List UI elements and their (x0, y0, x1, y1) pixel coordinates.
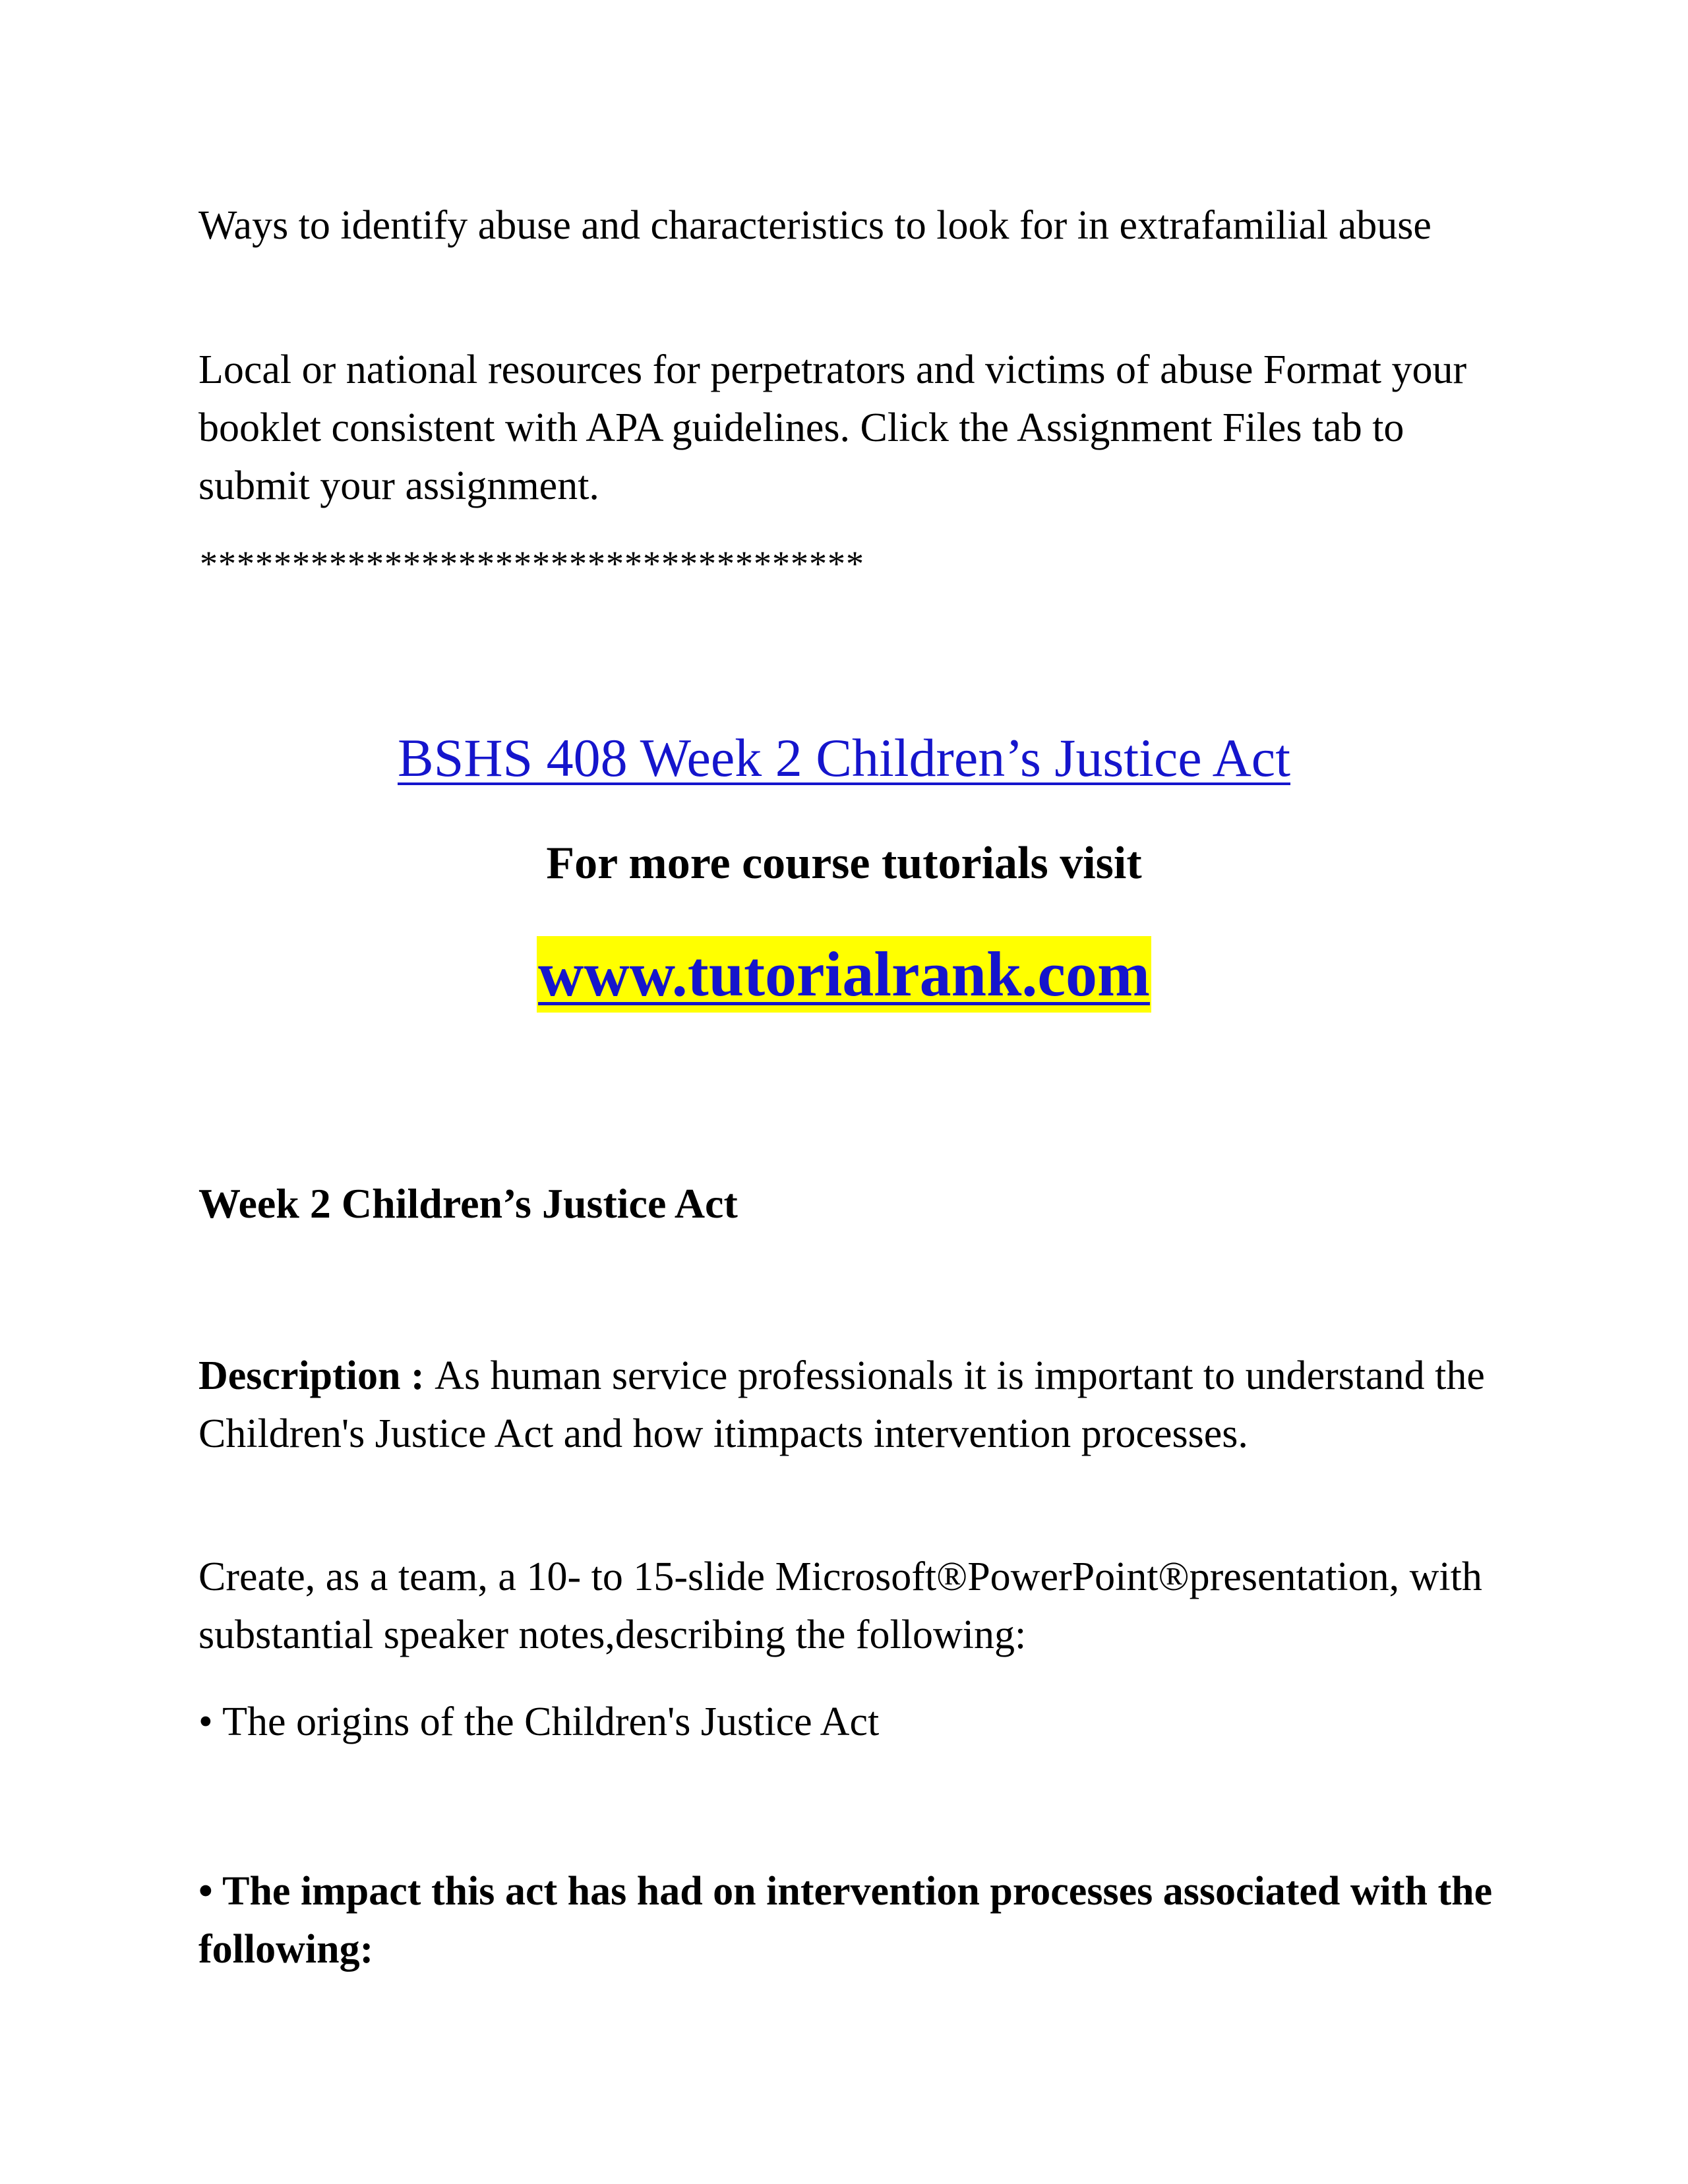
bullet-impact: • The impact this act has had on intervention processes associated with the following: (198, 1869, 1493, 1972)
paragraph-description (198, 1347, 1517, 1463)
site-link[interactable]: www.tutorialrank.com (537, 936, 1151, 1013)
paragraph-resources: Local or national resources for perpetrators and victims of abuse Format your booklet consistent with APA guidelines. Click the Assignment Files tab to submit your assignment. (198, 347, 1467, 508)
paragraph-create: Create, as a team, a 10- to 15-slide Microsoft®PowerPoint®presentation, with substantial speaker notes,describing the following: (198, 1554, 1482, 1657)
description-label: Description : (198, 1353, 435, 1398)
bullet-origins: • The origins of the Children's Justice Act (198, 1699, 880, 1744)
visit-prompt: For more course tutorials visit (546, 838, 1142, 889)
section-heading: Week 2 Children’s Justice Act (198, 1180, 738, 1227)
description-text: As human service professionals it is important to understand the Children's Justice Act and how itimpacts intervention processes. (198, 1353, 1485, 1456)
course-title-link-text[interactable]: BSHS 408 Week 2 Children’s Justice Act (398, 728, 1290, 788)
site-link-row (0, 936, 1688, 1013)
paragraph-identify-abuse: Ways to identify abuse and characteristics to look for in extrafamilial abuse (198, 203, 1432, 248)
separator-line: ************************************ (200, 544, 864, 583)
course-title-link[interactable] (0, 722, 1688, 794)
